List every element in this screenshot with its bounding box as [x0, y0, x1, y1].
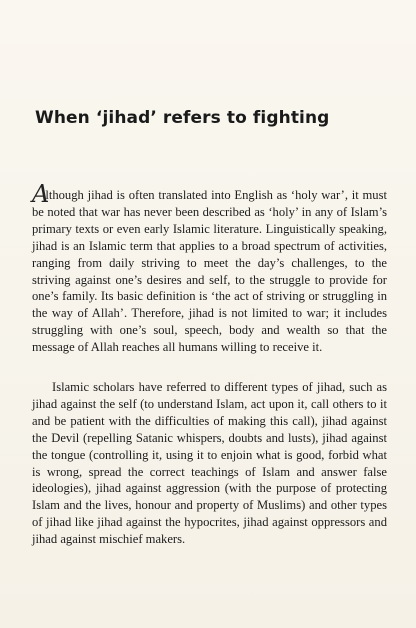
section-heading: When ‘jihad’ refers to fighting — [35, 108, 330, 128]
paragraph-1-text: lthough jihad is often translated into English as ‘holy war’, it must be noted that war has never been described as ‘holy’ in any of Islam’s primary texts or even early Islamic literature. Linguistically speaking, jihad is an Islamic term that applies to a broad spectrum of activities, ranging from daily striving to meet the day’s challenges, to the striving against one’s desires and self, to the struggle to provide for one’s family. Its basic definition is ‘the act of striving or struggling in the way of Allah’. Therefore, jihad is not limited to war; it includes struggling with one’s soul, speech, body and wealth so that the message of Allah reaches all humans willing to receive it. — [32, 188, 387, 355]
paragraph-1 — [32, 180, 387, 356]
paragraph-2: Islamic scholars have referred to different types of jihad, such as jihad against the self (to understand Islam, act upon it, call others to it and be patient with the difficulties of making this call), jihad against the Devil (repelling Satanic whispers, doubts and lusts), jihad against the tongue (controlling it, using it to enjoin what is good, forbid what is wrong, spread the correct teachings of Islam and answer false ideologies), jihad against aggression (with the purpose of protecting Islam and the lives, honour and property of Muslims) and other types of jihad like jihad against the hypocrites, jihad against oppressors and jihad against mischief makers. — [32, 380, 387, 547]
drop-cap: A — [32, 180, 50, 208]
